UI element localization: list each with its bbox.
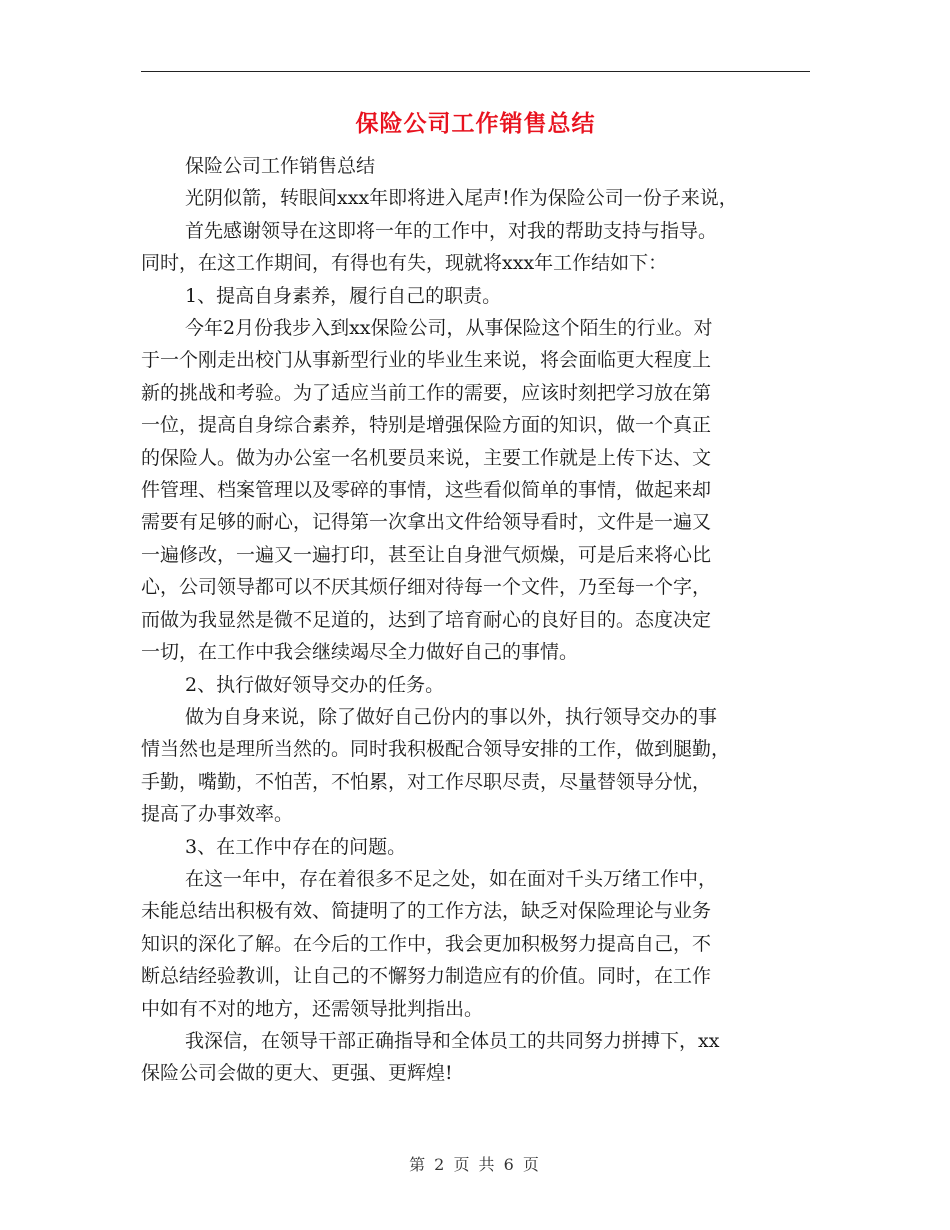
body-line: 保险公司会做的更大、更强、更辉煌! xyxy=(141,1062,453,1085)
body-line: 3、在工作中存在的问题。 xyxy=(185,835,407,858)
body-line: 未能总结出积极有效、简捷明了的工作方法，缺乏对保险理论与业务 xyxy=(141,900,712,923)
document-title: 保险公司工作销售总结 xyxy=(355,110,596,137)
body-line: 1、提高自身素养，履行自己的职责。 xyxy=(185,284,502,307)
body-line: 手勤，嘴勤，不怕苦，不怕累，对工作尽职尽责，尽量替领导分忧， xyxy=(141,770,712,793)
page-footer: 第 2 页 共 6 页 xyxy=(409,1155,541,1174)
body-line: 心，公司领导都可以不厌其烦仔细对待每一个文件，乃至每一个字， xyxy=(141,576,712,599)
body-line: 情当然也是理所当然的。同时我积极配合领导安排的工作，做到腿勤， xyxy=(141,738,731,761)
document-body xyxy=(141,150,813,1090)
body-line: 光阴似箭，转眼间xxx年即将进入尾声!作为保险公司一份子来说， xyxy=(185,187,738,210)
body-line: 知识的深化了解。在今后的工作中，我会更加积极努力提高自己，不 xyxy=(141,932,712,955)
body-line: 一位，提高自身综合素养，特别是增强保险方面的知识，做一个真正 xyxy=(141,414,712,437)
body-line: 在这一年中，存在着很多不足之处，如在面对千头万绪工作中， xyxy=(185,867,718,890)
body-line: 提高了办事效率。 xyxy=(141,803,294,826)
body-line: 于一个刚走出校门从事新型行业的毕业生来说，将会面临更大程度上 xyxy=(141,349,712,372)
body-line: 新的挑战和考验。为了适应当前工作的需要，应该时刻把学习放在第 xyxy=(141,381,712,404)
body-line: 而做为我显然是微不足道的，达到了培育耐心的良好目的。态度决定 xyxy=(141,608,712,631)
body-line: 需要有足够的耐心，记得第一次拿出文件给领导看时，文件是一遍又 xyxy=(141,511,712,534)
body-line: 我深信，在领导干部正确指导和全体员工的共同努力拼搏下，xx xyxy=(185,1029,720,1052)
header-rule xyxy=(141,71,810,72)
body-line: 做为自身来说，除了做好自己份内的事以外，执行领导交办的事 xyxy=(185,705,718,728)
body-line: 件管理、档案管理以及零碎的事情，这些看似简单的事情，做起来却 xyxy=(141,479,712,502)
body-line: 2、执行做好领导交办的任务。 xyxy=(185,673,445,696)
body-line: 一切，在工作中我会继续竭尽全力做好自己的事情。 xyxy=(141,641,579,664)
body-line: 保险公司工作销售总结 xyxy=(185,155,376,177)
body-line: 今年2月份我步入到xx保险公司，从事保险这个陌生的行业。对 xyxy=(185,317,713,340)
body-line: 同时，在这工作期间，有得也有失，现就将xxx年工作结如下： xyxy=(141,252,668,275)
body-line: 断总结经验教训，让自己的不懈努力制造应有的价值。同时，在工作 xyxy=(141,965,712,988)
body-line: 中如有不对的地方，还需领导批判指出。 xyxy=(141,997,484,1020)
body-line: 首先感谢领导在这即将一年的工作中，对我的帮助支持与指导。 xyxy=(185,219,718,242)
body-line: 的保险人。做为办公室一名机要员来说，主要工作就是上传下达、文 xyxy=(141,446,712,469)
body-line: 一遍修改，一遍又一遍打印，甚至让自身泄气烦燥，可是后来将心比 xyxy=(141,543,712,566)
